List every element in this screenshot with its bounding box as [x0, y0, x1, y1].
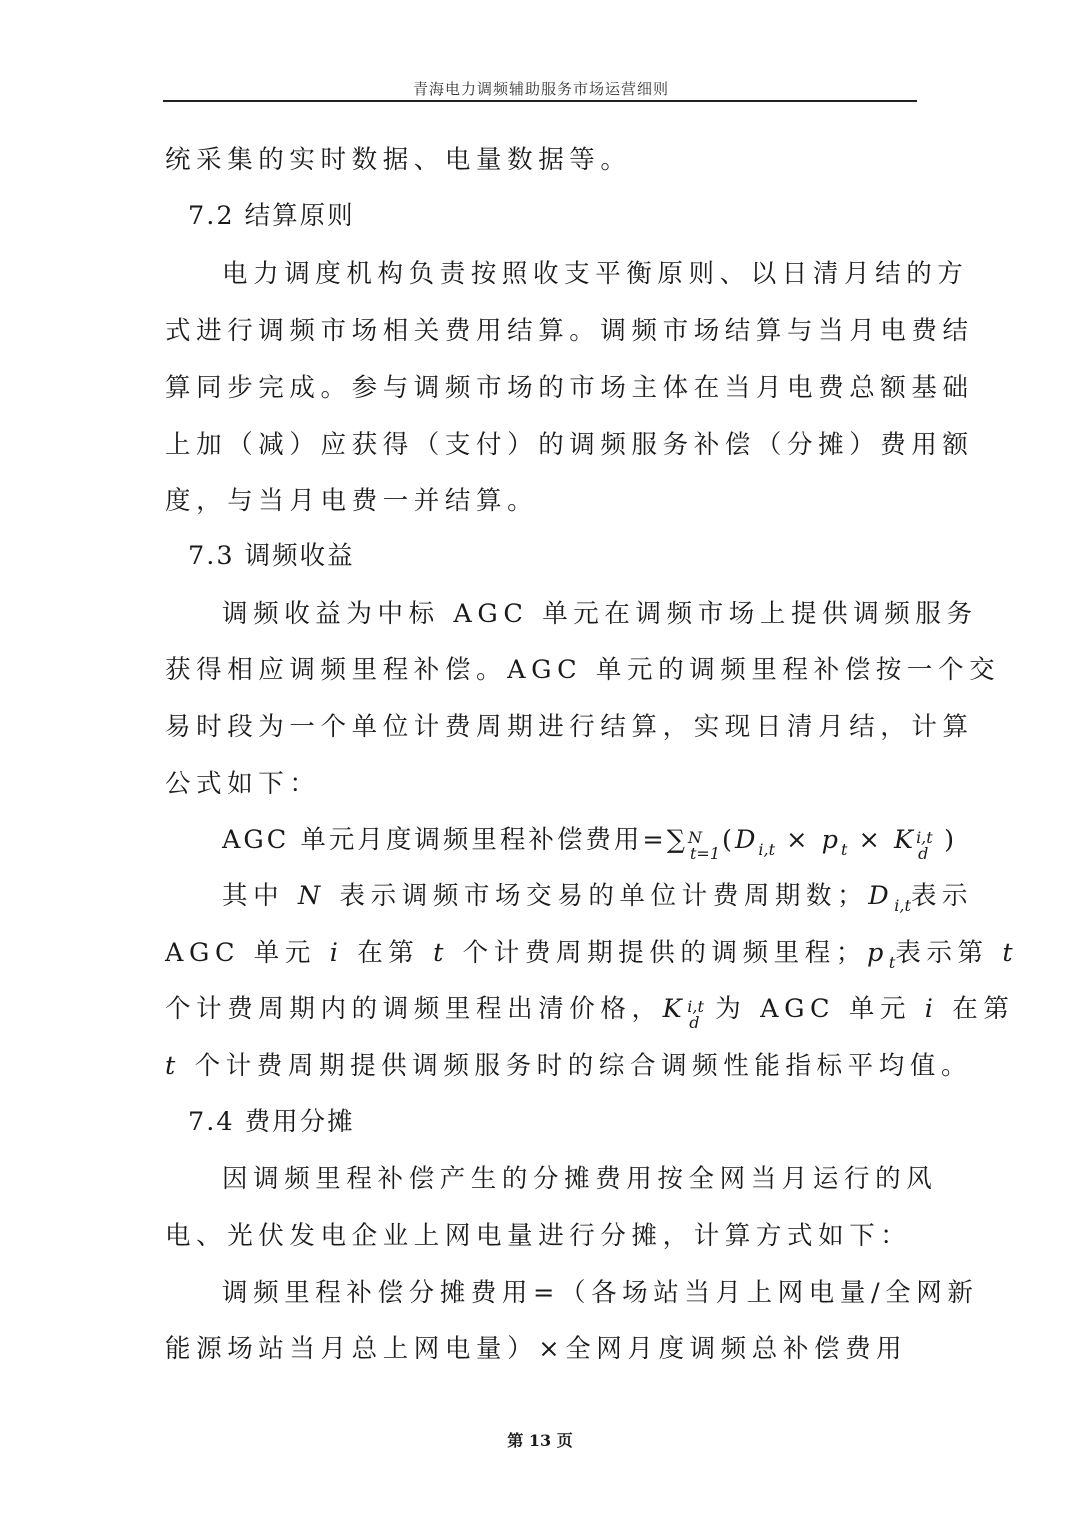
paragraph-line: 电、光伏发电企业上网电量进行分摊，计算方式如下：: [165, 1221, 912, 1251]
var-K-sub: d: [918, 844, 929, 863]
paragraph-line: 电力调度机构负责按照收支平衡原则、以日清月结的方: [222, 259, 969, 289]
formula-lhs: AGC 单元月度调频里程补偿费用=: [222, 825, 667, 855]
section-heading-7-4: 7.4 费用分摊: [188, 1107, 355, 1137]
paragraph-line: 获得相应调频里程补偿。AGC 单元的调频里程补偿按一个交: [165, 655, 1001, 685]
paragraph-line: 能源场站当月总上网电量）×全网月度调频总补偿费用: [165, 1334, 908, 1364]
var-K: K: [894, 825, 917, 855]
paragraph-line: 因调频里程补偿产生的分摊费用按全网当月运行的风: [222, 1164, 938, 1194]
explain-line-3: 个计费周期内的调频里程出清价格，K i,t d 为 AGC 单元 i 在第: [165, 994, 1015, 1032]
paren-close: ): [944, 825, 958, 855]
paragraph-line: 公式如下：: [165, 769, 321, 799]
var-p: p: [821, 825, 841, 855]
section-heading-7-3: 7.3 调频收益: [188, 541, 355, 571]
section-heading-7-2: 7.2 结算原则: [188, 201, 355, 231]
var-D: D: [734, 825, 759, 855]
sum-symbol: ∑: [666, 825, 688, 855]
header-divider: [163, 100, 917, 102]
var-D-sub: i,t: [758, 840, 776, 859]
page-number: 第 13 页: [507, 1431, 573, 1450]
paragraph-line: 算同步完成。参与调频市场的市场主体在当月电费总额基础: [165, 373, 974, 403]
paragraph-line: 统采集的实时数据、电量数据等。: [165, 145, 632, 175]
formula-agc-compensation: [222, 822, 958, 868]
paren-open: (: [722, 825, 735, 855]
sum-lower: t=1: [690, 844, 721, 863]
sum-upper: N: [688, 828, 702, 847]
times-sign: ×: [858, 825, 883, 855]
paragraph-line: 易时段为一个单位计费周期进行结算，实现日清月结，计算: [165, 712, 974, 742]
times-sign: ×: [786, 825, 811, 855]
running-header: 青海电力调频辅助服务市场运营细则: [412, 80, 669, 98]
explain-line-4: t 个计费周期提供调频服务时的综合调频性能指标平均值。: [165, 1051, 973, 1081]
explain-line-1: 其中 N 表示调频市场交易的单位计费周期数；$D_{i,t}$表示: [222, 881, 974, 915]
var-K-sup: i,t: [916, 828, 933, 847]
paragraph-line: 度，与当月电费一并结算。: [165, 486, 539, 516]
paragraph-line: 上加（减）应获得（支付）的调频服务补偿（分摊）费用额: [165, 430, 974, 460]
explain-line-2: AGC 单元 i 在第 t 个计费周期提供的调频里程；$p_t$表示第 t: [165, 938, 1019, 972]
var-p-sub: t: [840, 840, 848, 859]
paragraph-line: 调频里程补偿分摊费用=（各场站当月上网电量/全网新: [222, 1278, 979, 1308]
paragraph-line: 调频收益为中标 AGC 单元在调频市场上提供调频服务: [222, 599, 978, 629]
paragraph-line: 式进行调频市场相关费用结算。调频市场结算与当月电费结: [165, 316, 974, 346]
